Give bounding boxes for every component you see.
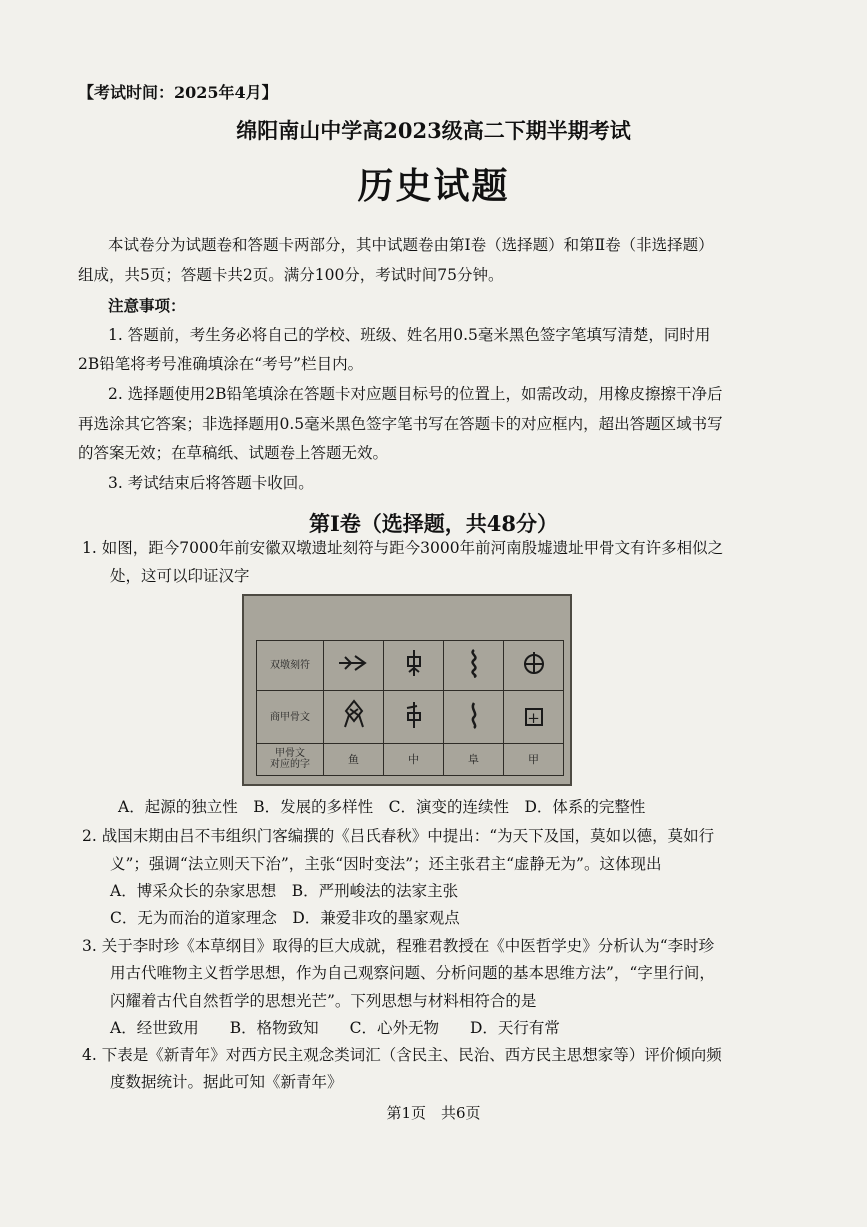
exam-time: 【考试时间：2025年4月】 xyxy=(78,83,278,102)
glyph-zhong-oracle xyxy=(384,691,444,744)
row-head-shuangdun: 双墩刻符 xyxy=(257,641,324,691)
note-3: 3. 考试结束后将答题卡收回。 xyxy=(108,474,314,492)
note-2-line-3: 的答案无效；在草稿纸、试题卷上答题无效。 xyxy=(78,444,389,462)
modern-char-yu: 鱼 xyxy=(324,743,384,775)
q2-options-cd: C．无为而治的道家理念 D．兼爱非攻的墨家观点 xyxy=(110,909,460,927)
table-row xyxy=(257,743,564,775)
glyph-fu-oracle xyxy=(444,691,504,744)
glyph-fish-carving xyxy=(324,641,384,691)
note-2-line-1: 2. 选择题使用2B铅笔填涂在答题卡对应题目标号的位置上，如需改动，用橡皮擦擦干净后 xyxy=(108,385,723,403)
q3-options: A．经世致用 B．格物致知 C．心外无物 D．天行有常 xyxy=(110,1019,560,1037)
q3-line-3: 闪耀着古代自然哲学的思想光芒”。下列思想与材料相符合的是 xyxy=(110,992,537,1010)
school-title: 绵阳南山中学高2023级高二下期半期考试 xyxy=(236,118,631,143)
q2-options-ab: A．博采众长的杂家思想 B．严刑峻法的法家主张 xyxy=(110,882,459,900)
glyph-jia-oracle: + xyxy=(504,691,564,744)
note-2-line-2: 再选涂其它答案；非选择题用0.5毫米黑色签字笔书写在答题卡的对应框内，超出答题区域书写 xyxy=(78,415,723,433)
q4-line-2: 度数据统计。据此可知《新青年》 xyxy=(110,1073,343,1091)
intro-line-1: 本试卷分为试题卷和答题卡两部分，其中试题卷由第Ⅰ卷（选择题）和第Ⅱ卷（非选择题） xyxy=(108,236,714,254)
notes-title: 注意事项： xyxy=(108,296,186,315)
modern-char-fu: 阜 xyxy=(444,743,504,775)
glyph-zhong-carving xyxy=(384,641,444,691)
note-1-line-1: 1. 答题前，考生务必将自己的学校、班级、姓名用0.5毫米黑色签字笔填写清楚，同时用 xyxy=(108,326,711,344)
row-head-modern: 甲骨文 对应的字 xyxy=(257,743,324,775)
q3-line-1: 3. 关于李时珍《本草纲目》取得的巨大成就，程雅君教授在《中医哲学史》分析认为“李时珍 xyxy=(82,937,715,955)
table-row xyxy=(257,691,564,744)
intro-line-2: 组成，共5页；答题卡共2页。满分100分，考试时间75分钟。 xyxy=(78,266,504,284)
q2-line-2: 义”；强调“法立则天下治”，主张“因时变法”；还主张君主“虚静无为”。这体现出 xyxy=(110,855,662,873)
note-1-line-2: 2B铅笔将考号准确填涂在“考号”栏目内。 xyxy=(78,355,364,373)
page-footer: 第1页 共6页 xyxy=(386,1104,481,1122)
glyph-jia-carving xyxy=(504,641,564,691)
row-head-oracle: 商甲骨文 xyxy=(257,691,324,744)
glyph-fu-carving xyxy=(444,641,504,691)
modern-char-zhong: 中 xyxy=(384,743,444,775)
q2-line-1: 2. 战国末期由吕不韦组织门客编撰的《吕氏春秋》中提出：“为天下及国，莫如以德，莫如行 xyxy=(82,827,715,845)
q1-line-1: 1. 如图，距今7000年前安徽双墩遗址刻符与距今3000年前河南殷墟遗址甲骨文有许多相似之 xyxy=(82,539,724,557)
table-row xyxy=(257,641,564,691)
character-comparison-figure xyxy=(242,594,572,786)
character-table xyxy=(256,640,564,776)
q4-line-1: 4. 下表是《新青年》对西方民主观念类词汇（含民主、民治、西方民主思想家等）评价倾向频 xyxy=(82,1046,722,1064)
q3-line-2: 用古代唯物主义哲学思想，作为自己观察问题、分析问题的基本思维方法”，“字里行间， xyxy=(110,964,715,982)
subject-title: 历史试题 xyxy=(357,165,510,207)
section-title: 第Ⅰ卷（选择题，共48分） xyxy=(308,511,559,536)
q1-options: A．起源的独立性 B．发展的多样性 C．演变的连续性 D．体系的完整性 xyxy=(118,798,646,816)
q1-line-2: 处，这可以印证汉字 xyxy=(110,567,250,585)
modern-char-jia: 甲 xyxy=(504,743,564,775)
glyph-fish-oracle xyxy=(324,691,384,744)
